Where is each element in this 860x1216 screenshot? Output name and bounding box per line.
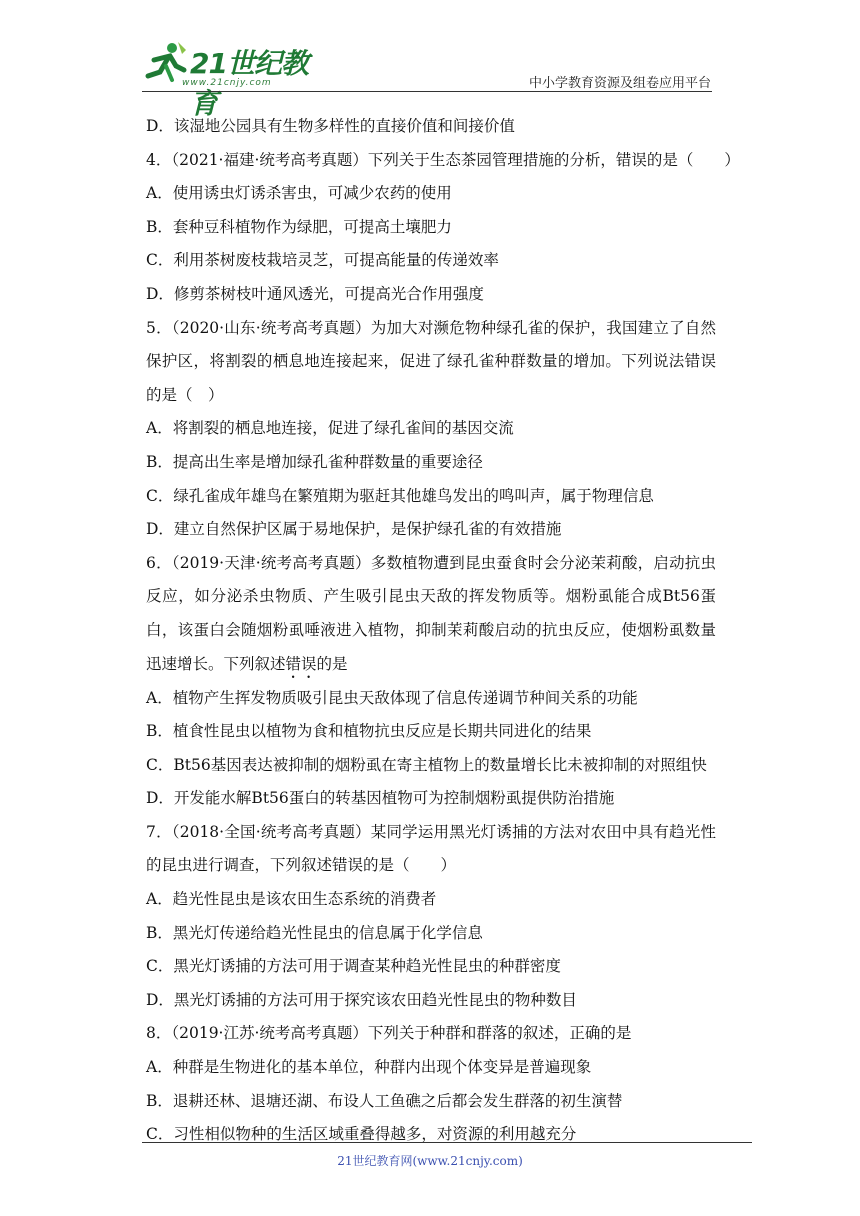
- q7-option-d: D．黑光灯诱捕的方法可用于探究该农田趋光性昆虫的物种数目: [146, 990, 577, 1009]
- q7-stem: 7．（2018·全国·统考高考真题）某同学运用黑光灯诱捕的方法对农田中具有趋光性的昆虫进行调查，下列叙述错误的是（ ）: [146, 822, 716, 875]
- q5-stem: 5．（2020·山东·统考高考真题）为加大对濒危物种绿孔雀的保护，我国建立了自然保护区，将割裂的栖息地连接起来，促进了绿孔雀种群数量的增加。下列说法错误的是（ ）: [146, 318, 716, 404]
- q5-option-d: D．建立自然保护区属于易地保护，是保护绿孔雀的有效措施: [146, 520, 562, 539]
- q4-option-b: B．套种豆科植物作为绿肥，可提高土壤肥力: [146, 217, 452, 236]
- q6-stem-tail: 的是: [316, 654, 348, 673]
- q6-option-b: B．植食性昆虫以植物为食和植物抗虫反应是长期共同进化的结果: [146, 722, 592, 741]
- platform-name: 中小学教育资源及组卷应用平台: [528, 76, 711, 91]
- q7-option-a: A．趋光性昆虫是该农田生态系统的消费者: [146, 890, 437, 909]
- q6-stem: [146, 547, 716, 682]
- q7-option-b: B．黑光灯传递给趋光性昆虫的信息属于化学信息: [146, 923, 483, 942]
- page-header: [0, 0, 860, 120]
- logo-url: www.21cnjy.com: [182, 78, 272, 88]
- header-divider: [142, 91, 712, 92]
- q4-option-a: A．使用诱虫灯诱杀害虫，可减少农药的使用: [146, 184, 452, 203]
- site-logo[interactable]: [142, 40, 312, 120]
- q8-option-a: A．种群是生物进化的基本单位，种群内出现个体变异是普遍现象: [146, 1058, 592, 1077]
- q6-stem-text: 6．（2019·天津·统考高考真题）多数植物遭到昆虫蚕食时会分泌茉莉酸，启动抗虫反应，如分泌杀虫物质、产生吸引昆虫天敌的挥发物质等。烟粉虱能合成Bt56蛋白，该蛋白会随烟粉虱唾液进入植物，抑制茉莉酸启动的抗虫反应，使烟粉虱数量迅速增长。下列叙述: [146, 553, 716, 673]
- q8-stem: 8．（2019·江苏·统考高考真题）下列关于种群和群落的叙述，正确的是: [146, 1024, 632, 1043]
- q7-option-c: C．黑光灯诱捕的方法可用于调查某种趋光性昆虫的种群密度: [146, 957, 561, 976]
- q6-option-a: A．植物产生挥发物质吸引昆虫天敌体现了信息传递调节种间关系的功能: [146, 688, 638, 707]
- q5-option-a: A．将割裂的栖息地连接，促进了绿孔雀间的基因交流: [146, 419, 514, 438]
- q4-stem: 4．（2021·福建·统考高考真题）下列关于生态茶园管理措施的分析，错误的是（ ）: [146, 150, 740, 169]
- q6-option-d: D．开发能水解Bt56蛋白的转基因植物可为控制烟粉虱提供防治措施: [146, 789, 615, 808]
- q8-option-b: B．退耕还林、退塘还湖、布设人工鱼礁之后都会发生群落的初生演替: [146, 1091, 623, 1110]
- q6-emphasis: 错误: [285, 654, 317, 673]
- footer-link[interactable]: 21世纪教育网(www.21cnjy.com): [337, 1154, 523, 1168]
- footer-divider: [142, 1142, 752, 1143]
- q5-option-c: C．绿孔雀成年雄鸟在繁殖期为驱赶其他雄鸟发出的鸣叫声，属于物理信息: [146, 486, 654, 505]
- q5-option-b: B．提高出生率是增加绿孔雀种群数量的重要途径: [146, 452, 483, 471]
- q4-option-c: C．利用茶树废枝栽培灵芝，可提高能量的传递效率: [146, 251, 499, 270]
- q3-option-d: D．该湿地公园具有生物多样性的直接价值和间接价值: [146, 117, 515, 135]
- document-body: [146, 110, 740, 1152]
- logo-text: 21世纪教育: [190, 47, 308, 120]
- q8-option-c: C．习性相似物种的生活区域重叠得越多，对资源的利用越充分: [146, 1125, 577, 1144]
- q4-option-d: D．修剪茶树枝叶通风透光，可提高光合作用强度: [146, 284, 484, 303]
- q6-option-c: C．Bt56基因表达被抑制的烟粉虱在寄主植物上的数量增长比未被抑制的对照组快: [146, 755, 707, 774]
